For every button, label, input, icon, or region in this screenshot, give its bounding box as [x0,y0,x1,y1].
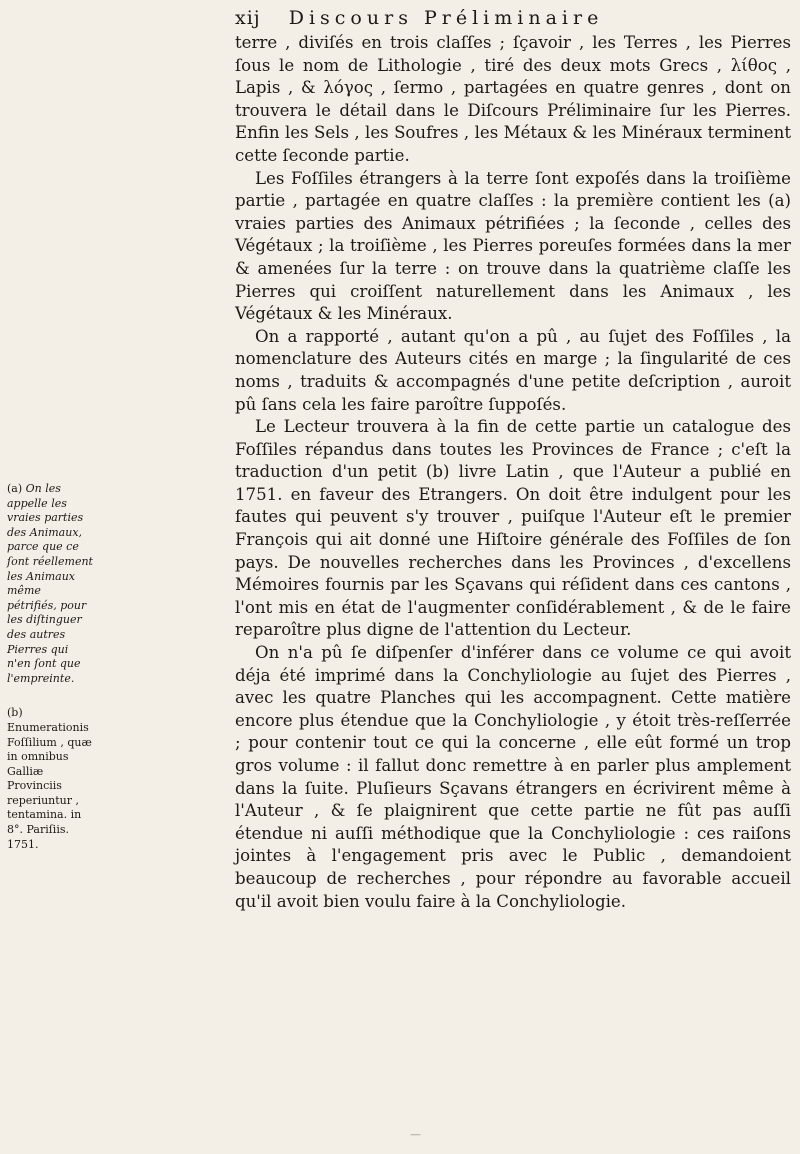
main-text [235,32,791,913]
note-marker: (a) [7,482,23,495]
running-title: Discours Préliminaire [288,7,604,29]
note-text: On les appelle les vraies parties des Animaux, parce que ce ſont réellement les Animaux même pétrifiés, pour les diſtinguer des autres Pierres qui n'en ſont que l'empreinte. [7,482,93,685]
paragraph: Le Lecteur trouvera à la fin de cette partie un catalogue des Foſſiles répandus dans toutes les Provinces de France ; c'eſt la traduction d'un petit (b) livre Latin , que l'Auteur a publié en 1751. en faveur des Etrangers. On doit être indulgent pour les fautes qui peuvent s'y trouver , puiſque l'Auteur eſt le premier François qui ait donné une Hiſtoire générale des Foſſiles de ſon pays. De nouvelles recherches dans les Provinces , d'excellens Mémoires fournis par les Sçavans qui réſident dans ces cantons , l'ont mis en état de l'augmenter conſidérablement , & de le faire reparoître plus digne de l'attention du Lecteur. [235,417,791,640]
page-number: xij [235,7,261,29]
paragraph: On n'a pû ſe diſpenſer d'inférer dans ce volume ce qui avoit déja été imprimé dans la Conchyliologie au ſujet des Pierres , avec les quatre Planches qui les accompagnent. Cette matière encore plus étendue que la Conchyliologie , y étoit très-reſſerrée ; pour contenir tout ce qui la concerne , elle eût formé un trop gros volume : il fallut donc remettre à en parler plus amplement dans la ſuite. Pluſieurs Sçavans étrangers en écrivirent même à l'Auteur , & ſe plaignirent que cette partie ne fût pas auſſi étendue ni auſſi méthodique que la Conchyliologie : ces raiſons jointes à l'engagement pris avec le Public , demandoient beaucoup de recherches , pour répondre au favorable accueil qu'il avoit bien voulu faire à la Conchyliologie. [235,643,791,911]
paragraph: Les Foſſiles étrangers à la terre ſont expoſés dans la troiſième partie , partagée en quatre claſſes : la première contient les (a) vraies parties des Animaux pétrifiées ; la ſeconde , celles des Végétaux ; la troiſième , les Pierres poreuſes formées dans la mer & amenées ſur la terre : on trouve dans la quatrième claſſe les Pierres qui croiſſent naturellement dans les Animaux , les Végétaux & les Minéraux. [235,168,791,324]
margin-notes [7,482,93,872]
margin-note-a [7,482,93,686]
running-header [235,7,795,35]
paragraph: On a rapporté , autant qu'on a pû , au ſujet des Foſſiles , la nomenclature des Auteurs cités en marge ; la ſingularité de ces noms , traduits & accompagnés d'une petite deſcription , auroit pû ſans cela les faire paroître ſuppoſés. [235,326,791,414]
note-text: Enumerationis Foſſilium , quæ in omnibus Galliæ Provinciis reperiuntur , tentamina. in 8°. Pariſiis. 1751. [7,720,92,851]
paragraph-continued: terre , diviſés en trois claſſes ; ſçavoir , les Terres , les Pierres ſous le nom de Lithologie , tiré des deux mots Grecs , λίθος , Lapis , & λόγος , ſermo , partagées en quatre genres , dont on trouvera le détail dans le Diſcours Préliminaire ſur les Pierres. Enfin les Sels , les Soufres , les Métaux & les Minéraux terminent cette ſeconde partie. [235,33,791,165]
margin-note-b [7,706,93,852]
footer-mark: — [410,1128,421,1141]
note-marker: (b) [7,706,23,720]
